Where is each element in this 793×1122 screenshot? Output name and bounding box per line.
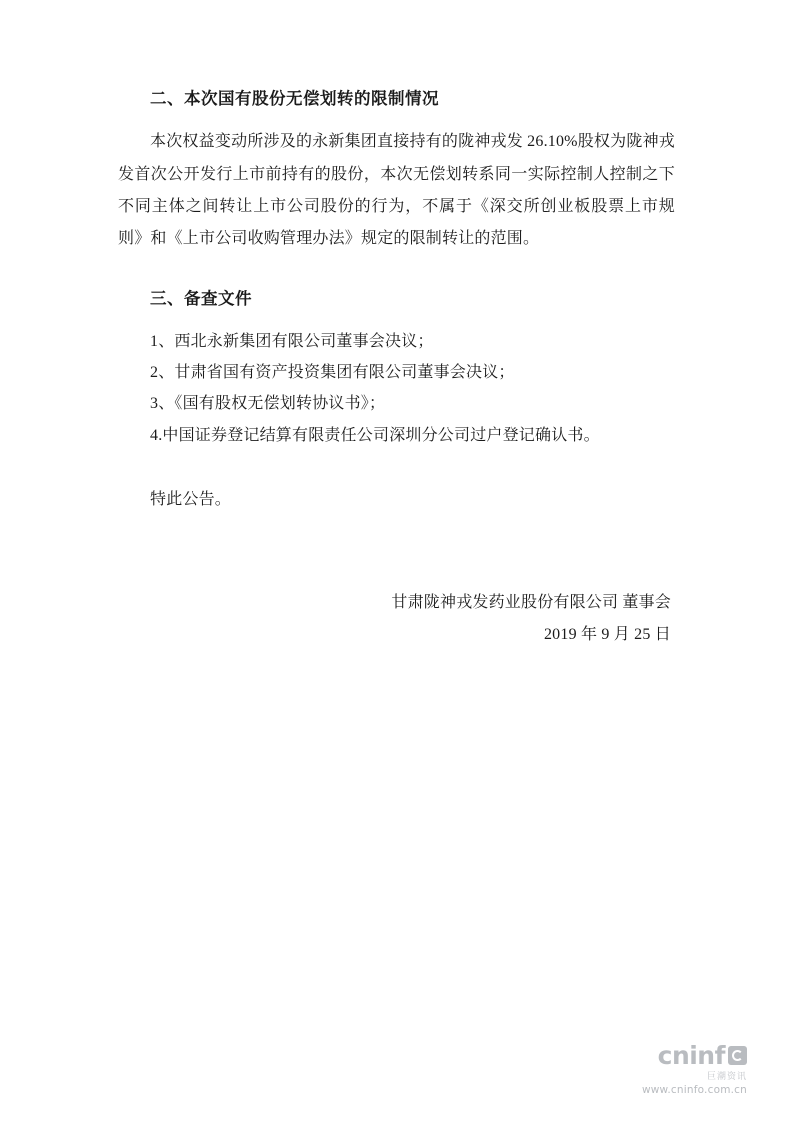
footer-watermark — [642, 1043, 747, 1096]
list-item: 2、甘肃省国有资产投资集团有限公司董事会决议； — [150, 364, 515, 382]
list-item: 3、《国有股权无偿划转协议书》； — [150, 395, 386, 413]
spacer — [118, 451, 675, 485]
signature-company: 甘肃陇神戎发药业股份有限公司 董事会 — [391, 594, 671, 612]
notice-text: 特此公告。 — [150, 490, 232, 508]
section-heading-two: 二、本次国有股份无偿划转的限制情况 — [150, 89, 439, 108]
logo-chinese-name: 巨潮资讯 — [706, 1071, 747, 1081]
list-item: 1、西北永新集团有限公司董事会决议； — [150, 333, 434, 351]
signature-block — [118, 587, 675, 651]
list-item: 4.中国证券登记结算有限责任公司深圳分公司过户登记确认书。 — [150, 426, 600, 444]
reference-documents-list — [118, 326, 675, 451]
cninfo-mark-icon — [728, 1046, 747, 1065]
logo-url: www.cninfo.com.cn — [641, 1084, 747, 1096]
signature-date: 2019 年 9 月 25 日 — [543, 626, 671, 644]
cninfo-logo — [642, 1043, 747, 1068]
logo-wordmark: cninf — [657, 1041, 725, 1070]
section-heading-three: 三、备查文件 — [150, 288, 252, 308]
spacer — [118, 260, 675, 286]
section-two-paragraph: 本次权益变动所涉及的永新集团直接持有的陇神戎发 26.10%股权为陇神戎发首次公开发行上市前持有的股份，本次无偿划转系同一实际控制人控制之下不同主体之间转让上市公司股份的行为，不属于《深交所创业板股票上市规则》和《上市公司收购管理办法》规定的限制转让的范围。 — [118, 133, 675, 248]
